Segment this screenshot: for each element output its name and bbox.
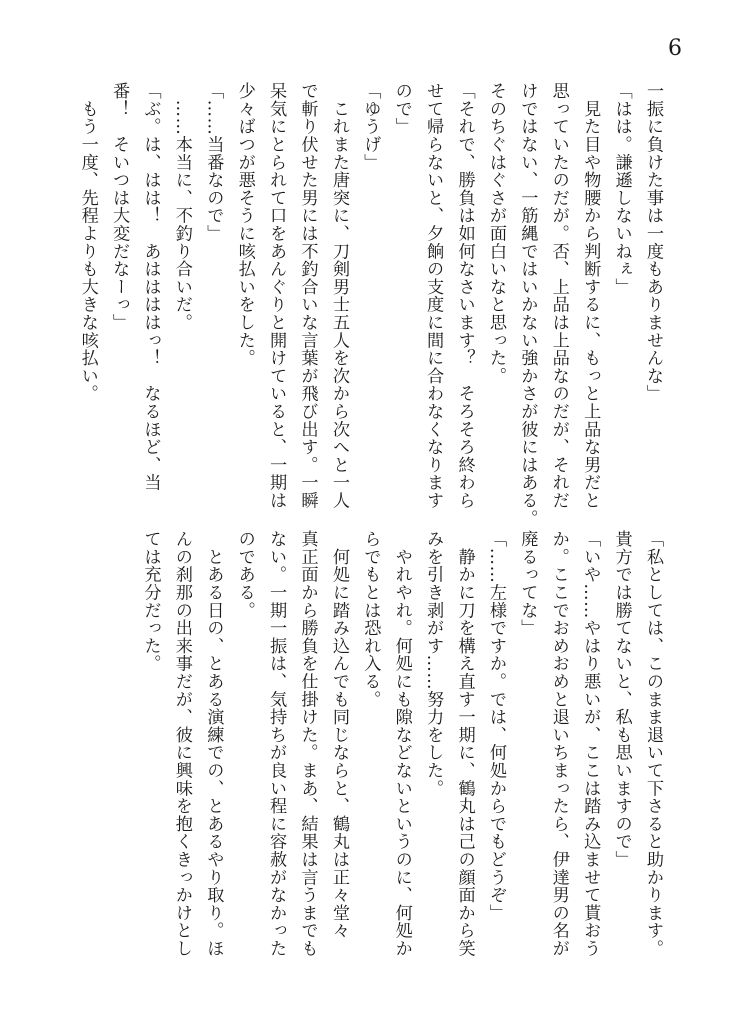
text-line: 廃るってな」	[517, 530, 538, 637]
text-line: そのちぐはぐさが面白いなと思った。	[485, 82, 506, 385]
text-line: 真正面から勝負を仕掛けた。まあ、結果は言うまでも	[297, 530, 318, 958]
text-line: 呆気にとられて口をあんぐりと開けていると、一期は	[266, 82, 287, 510]
text-line: みを引き剥がす……努力をした。	[423, 530, 444, 797]
text-line: やれやれ。何処にも隙などないというのに、何処か	[391, 530, 412, 958]
text-line: 思っていたのだが。否、上品は上品なのだが、それだ	[548, 82, 569, 510]
page-number: 6	[668, 36, 682, 61]
text-line: 何処に踏み込んでも同じならと、鶴丸は正々堂々	[328, 530, 349, 940]
text-line: 「ゆうげ」	[360, 82, 381, 171]
text-line: 「私としては、このまま退いて下さると助かります。	[643, 530, 663, 958]
text-line: んの刹那の出来事だが、彼に興味を抱くきっかけとし	[171, 530, 192, 958]
text-line: 「はは。謙遜しないねぇ」	[611, 82, 632, 296]
text-line: 番！ そいつは大変だなーっ」	[109, 82, 130, 332]
text-line: 「……当番なので」	[203, 82, 224, 243]
text-line: とある日の、とある演練での、とあるやり取り。ほ	[203, 530, 224, 958]
text-line: ……本当に、不釣り合いだ。	[171, 82, 192, 332]
text-line: らでもとは恐れ入る。	[360, 530, 381, 708]
upper-text-section	[71, 82, 668, 527]
text-line: ては充分だった。	[140, 530, 161, 673]
text-line: ので」	[391, 82, 412, 136]
text-line: 見た目や物腰から判断するに、もっと上品な男だと	[580, 82, 601, 510]
text-line: 「ぶ。は、はは！ あははははっ！ なるほど、当	[140, 82, 161, 492]
text-line: 貴方では勝てないと、私も思いますので」	[611, 530, 632, 869]
text-line: で斬り伏せた男には不釣合いな言葉が飛び出す。一瞬	[297, 82, 318, 510]
text-line: 静かに刀を構え直す一期に、鶴丸は己の顔面から笑	[454, 530, 475, 958]
lower-text-section	[134, 530, 668, 958]
text-line: ない。一期一振は、気持ちが良い程に容赦がなかった	[266, 530, 287, 958]
text-line: 少々ばつが悪そうに咳払いをした。	[234, 82, 255, 367]
text-line: けではない、一筋縄ではいかない強かさが彼にはある。	[517, 82, 538, 527]
text-line: か。ここでおめおめと退いちまったら、伊達男の名が	[548, 530, 569, 958]
text-line: 「……左様ですか。では、何処からでもどうぞ」	[485, 530, 506, 922]
text-line: のである。	[234, 530, 255, 619]
text-line: もう一度、先程よりも大きな咳払い。	[77, 82, 98, 403]
text-line: 「それで、勝負は如何なさいます？ そろそろ終わら	[454, 82, 475, 510]
text-line: これまた唐突に、刀剣男士五人を次から次へと一人	[328, 82, 349, 510]
text-line: せて帰らないと、夕餉の支度に間に合わなくなります	[423, 82, 444, 510]
text-line: 「いや……やはり悪いが、ここは踏み込ませて貰おう	[580, 530, 601, 958]
text-line: 一振に負けた事は一度もありませんな」	[643, 82, 663, 403]
